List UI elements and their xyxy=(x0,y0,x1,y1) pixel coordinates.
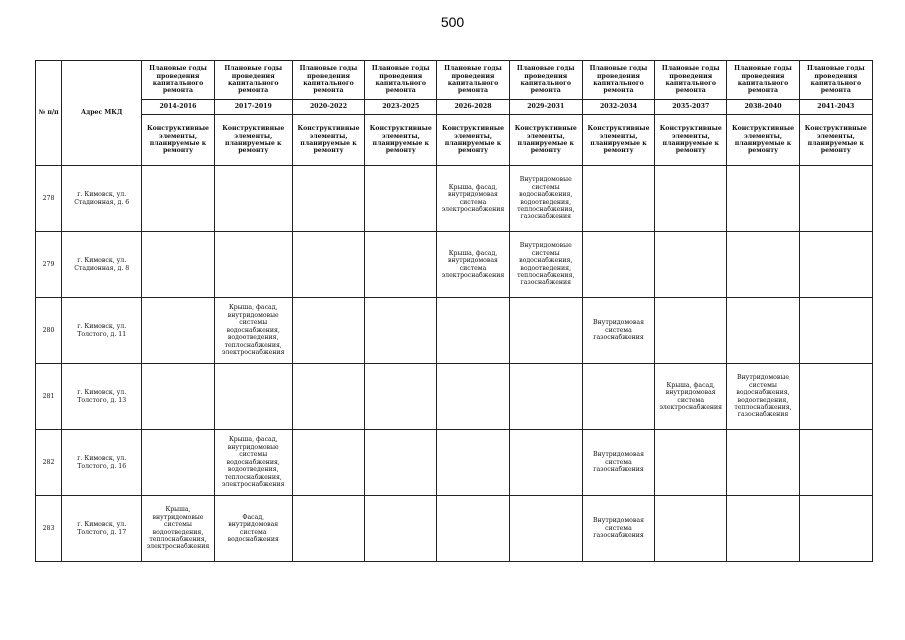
table-cell: Крыша, фасад, внутридомовая система электроснабжения xyxy=(437,166,509,232)
table-cell xyxy=(582,166,654,232)
header-year-range: 2038-2040 xyxy=(727,100,799,115)
table-cell xyxy=(727,430,799,496)
row-address: г. Кимовск, ул. Толстого, д. 11 xyxy=(62,298,142,364)
table-cell xyxy=(655,298,727,364)
row-address: г. Кимовск, ул. Стадионная, д. 8 xyxy=(62,232,142,298)
table-cell: Фасад, внутридомовая система водоснабжения xyxy=(214,496,292,562)
table-cell: Крыша, фасад, внутридомовые системы водоснабжения, водоотведения, теплоснабжения, электроснабжения xyxy=(214,430,292,496)
header-year-title: Плановые годы проведения капитального ремонта xyxy=(365,61,437,100)
header-elements: Конструктивные элементы, планируемые к ремонту xyxy=(727,115,799,166)
table-cell xyxy=(292,364,364,430)
table-cell xyxy=(142,298,214,364)
header-year-title: Плановые годы проведения капитального ремонта xyxy=(582,61,654,100)
table-cell xyxy=(292,166,364,232)
table-cell xyxy=(214,232,292,298)
row-address: г. Кимовск, ул. Толстого, д. 17 xyxy=(62,496,142,562)
table-cell xyxy=(437,298,509,364)
table-cell xyxy=(142,364,214,430)
table-cell xyxy=(365,232,437,298)
header-elements: Конструктивные элементы, планируемые к ремонту xyxy=(142,115,214,166)
table-cell xyxy=(365,364,437,430)
table-row xyxy=(36,364,873,430)
table-cell xyxy=(655,430,727,496)
header-elements: Конструктивные элементы, планируемые к ремонту xyxy=(509,115,582,166)
header-year-title: Плановые годы проведения капитального ремонта xyxy=(142,61,214,100)
row-address: г. Кимовск, ул. Толстого, д. 16 xyxy=(62,430,142,496)
row-number: 279 xyxy=(36,232,62,298)
table-cell xyxy=(292,430,364,496)
table-row xyxy=(36,430,873,496)
table-cell xyxy=(365,298,437,364)
table-cell xyxy=(437,364,509,430)
table-cell xyxy=(799,364,872,430)
table-cell xyxy=(437,430,509,496)
header-year-title: Плановые годы проведения капитального ремонта xyxy=(292,61,364,100)
table-cell xyxy=(799,166,872,232)
table-cell xyxy=(214,364,292,430)
table-cell xyxy=(799,496,872,562)
table-cell xyxy=(142,232,214,298)
table-cell xyxy=(365,496,437,562)
header-address: Адрес МКД xyxy=(62,61,142,166)
table-cell xyxy=(727,496,799,562)
table-cell: Внутридомовые системы водоснабжения, водоотведения, теплоснабжения, газоснабжения xyxy=(509,166,582,232)
table-row xyxy=(36,166,873,232)
header-year-range: 2029-2031 xyxy=(509,100,582,115)
header-elements: Конструктивные элементы, планируемые к ремонту xyxy=(365,115,437,166)
table-cell xyxy=(292,496,364,562)
row-address: г. Кимовск, ул. Стадионная, д. 6 xyxy=(62,166,142,232)
table-cell xyxy=(799,430,872,496)
row-address: г. Кимовск, ул. Толстого, д. 13 xyxy=(62,364,142,430)
table-cell: Крыша, фасад, внутридомовая система электроснабжения xyxy=(655,364,727,430)
row-number: 282 xyxy=(36,430,62,496)
header-year-title: Плановые годы проведения капитального ремонта xyxy=(799,61,872,100)
table-cell xyxy=(655,166,727,232)
header-year-range: 2041-2043 xyxy=(799,100,872,115)
header-year-title: Плановые годы проведения капитального ремонта xyxy=(214,61,292,100)
table-cell: Внутридомовая система газоснабжения xyxy=(582,430,654,496)
header-elements: Конструктивные элементы, планируемые к ремонту xyxy=(437,115,509,166)
table-cell xyxy=(509,298,582,364)
table-body xyxy=(36,166,873,562)
header-elements: Конструктивные элементы, планируемые к ремонту xyxy=(582,115,654,166)
row-number: 281 xyxy=(36,364,62,430)
header-year-title: Плановые годы проведения капитального ремонта xyxy=(509,61,582,100)
header-elements: Конструктивные элементы, планируемые к ремонту xyxy=(292,115,364,166)
header-year-range: 2017-2019 xyxy=(214,100,292,115)
header-elements: Конструктивные элементы, планируемые к ремонту xyxy=(214,115,292,166)
table-cell xyxy=(655,232,727,298)
header-num: № п/п xyxy=(36,61,62,166)
table-cell xyxy=(509,364,582,430)
table-cell xyxy=(437,496,509,562)
header-year-range: 2014-2016 xyxy=(142,100,214,115)
page-number: 500 xyxy=(440,14,465,30)
table-cell xyxy=(142,166,214,232)
table-cell xyxy=(214,166,292,232)
table-cell: Крыша, внутридомовые системы водоотведения, теплоснабжения, электроснабжения xyxy=(142,496,214,562)
table-row xyxy=(36,298,873,364)
header-year-title: Плановые годы проведения капитального ремонта xyxy=(655,61,727,100)
table-cell xyxy=(582,232,654,298)
table-cell: Внутридомовая система газоснабжения xyxy=(582,298,654,364)
header-elements: Конструктивные элементы, планируемые к ремонту xyxy=(799,115,872,166)
table-cell xyxy=(655,496,727,562)
table-cell xyxy=(727,232,799,298)
header-year-range: 2026-2028 xyxy=(437,100,509,115)
table-row xyxy=(36,232,873,298)
table-cell xyxy=(799,232,872,298)
header-year-title: Плановые годы проведения капитального ремонта xyxy=(437,61,509,100)
row-number: 280 xyxy=(36,298,62,364)
table-cell xyxy=(365,430,437,496)
table-cell: Крыша, фасад, внутридомовая система электроснабжения xyxy=(437,232,509,298)
table-cell xyxy=(509,496,582,562)
table-header xyxy=(36,61,873,166)
table-cell: Внутридомовая система газоснабжения xyxy=(582,496,654,562)
table-cell: Крыша, фасад, внутридомовые системы водоснабжения, водоотведения, теплоснабжения, электроснабжения xyxy=(214,298,292,364)
header-year-range: 2023-2025 xyxy=(365,100,437,115)
row-number: 283 xyxy=(36,496,62,562)
table-cell xyxy=(509,430,582,496)
header-year-range: 2020-2022 xyxy=(292,100,364,115)
row-number: 278 xyxy=(36,166,62,232)
header-elements: Конструктивные элементы, планируемые к ремонту xyxy=(655,115,727,166)
header-year-range: 2035-2037 xyxy=(655,100,727,115)
header-year-range: 2032-2034 xyxy=(582,100,654,115)
table-cell xyxy=(365,166,437,232)
table-cell: Внутридомовые системы водоснабжения, водоотведения, теплоснабжения, газоснабжения xyxy=(727,364,799,430)
table-cell xyxy=(292,232,364,298)
capital-repair-plan-table xyxy=(35,60,873,562)
table-cell xyxy=(292,298,364,364)
table-row xyxy=(36,496,873,562)
table-cell: Внутридомовые системы водоснабжения, водоотведения, теплоснабжения, газоснабжения xyxy=(509,232,582,298)
table-cell xyxy=(582,364,654,430)
header-year-title: Плановые годы проведения капитального ремонта xyxy=(727,61,799,100)
table-cell xyxy=(727,166,799,232)
table-cell xyxy=(142,430,214,496)
table-cell xyxy=(799,298,872,364)
table-cell xyxy=(727,298,799,364)
